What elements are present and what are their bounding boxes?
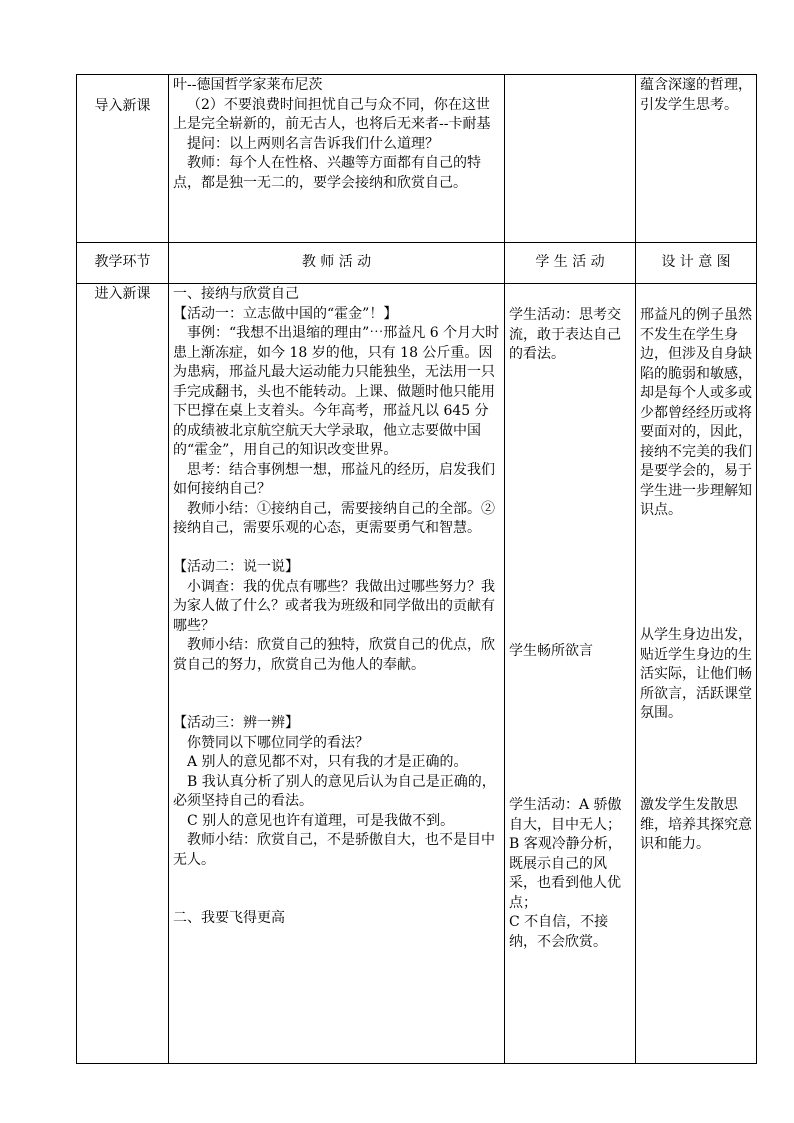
- activity2-line-1: 教师小结：欣赏自己的独特，欣赏自己的优点，欣赏自己的努力，欣赏自己为他人的奉献。: [173, 637, 495, 673]
- header-row: [77, 243, 757, 284]
- spacer: [173, 675, 500, 714]
- main-stage-label: 进入新课: [94, 286, 151, 302]
- intro-design-text: 蕴含深邃的哲理，引发学生思考。: [640, 77, 752, 113]
- section1-title: 一、接纳与欣赏自己: [173, 286, 299, 302]
- activity3-line-4: 教师小结：欣赏自己，不是骄傲自大，也不是目中无人。: [173, 832, 495, 868]
- main-row: [77, 284, 757, 1064]
- activity1-line-0: 事例：“我想不出退缩的理由”⋯邢益凡 6 个月大时患上渐冻症，如今 18 岁的他，只有 18 公斤重。因为患病，邢益凡最大运动能力只能独坐，无法用一只手完成翻书，头也不能转动。上课、做题时他只能用下巴撑在桌上支着头。今年高考，邢益凡以 645 分的成绩被北京航空航天大学录取，他立志要做中国的“霍金”，用自己的知识改变世界。: [173, 325, 500, 458]
- intro-row: [77, 75, 757, 243]
- header-design: 设 计 意 图: [636, 243, 757, 284]
- intro-line-0: 叶--德国哲学家莱布尼茨: [173, 77, 323, 93]
- intro-line-2: 提问：以上两则名言告诉我们什么道理？: [187, 135, 439, 152]
- main-design-cell: [636, 284, 757, 1064]
- activity2-line-0: 小调查：我的优点有哪些？我做出过哪些努力？我为家人做了什么？或者我为班级和同学做出的贡献有哪些？: [173, 578, 495, 634]
- activity3-line-1: A 别人的意见都不对，只有我的才是正确的。: [187, 754, 468, 770]
- activity1-title: 【活动一：立志做中国的“霍金”！】: [173, 305, 398, 322]
- lesson-plan-table: [76, 74, 757, 1064]
- section2-title: 二、我要飞得更高: [173, 910, 285, 926]
- activity1-line-2: 教师小结：①接纳自己，需要接纳自己的全部。②接纳自己，需要乐观的心态，更需要勇气和智慧。: [173, 500, 495, 536]
- activity3-line-2: B 我认真分析了别人的意见后认为自己是正确的，必须坚持自己的看法。: [173, 773, 496, 809]
- activity1-student: 学生活动：思考交流，敢于表达自己的看法。: [509, 307, 621, 362]
- activity3-student-0: 学生活动：A 骄傲自大，目中无人；: [509, 797, 622, 833]
- header-stage: 教学环节: [77, 243, 169, 284]
- spacer: [173, 870, 500, 909]
- intro-design-cell: [636, 75, 757, 243]
- header-teacher: 教 师 活 动: [169, 243, 505, 284]
- main-student-cell: [505, 284, 636, 1064]
- main-teacher-cell: [169, 284, 505, 1064]
- intro-stage-cell: [77, 75, 169, 243]
- activity2-student: 学生畅所欲言: [509, 643, 593, 659]
- intro-stage-label: 导入新课: [94, 98, 151, 114]
- header-student: 学 生 活 动: [505, 243, 636, 284]
- intro-line-3: 教师：每个人在性格、兴趣等方面都有自己的特点，都是独一无二的，要学会接纳和欣赏自己。: [173, 155, 481, 191]
- intro-line-1: （2）不要浪费时间担忧自己与众不同，你在这世上是完全崭新的，前无古人，也将后无来者--卡耐基: [173, 96, 491, 132]
- activity2-design: 从学生身边出发，贴近学生身边的生活实际，让他们畅所欲言，活跃课堂氛围。: [640, 627, 752, 721]
- activity3-design: 激发学生发散思维，培养其探究意识和能力。: [640, 797, 752, 852]
- activity3-line-0: 你赞同以下哪位同学的看法？: [187, 734, 369, 751]
- activity3-student: [509, 796, 631, 952]
- spacer: [173, 539, 500, 559]
- activity1-design: 邢益凡的例子虽然不发生在学生身边，但涉及自身缺陷的脆弱和敏感，却是每个人或多或少都曾经经历或将要面对的，因此，接纳不完美的我们是要学会的，易于学生进一步理解知识点。: [640, 307, 752, 518]
- main-stage-cell: [77, 284, 169, 1064]
- activity2-title: 【活动二：说一说】: [173, 559, 299, 575]
- activity3-student-1: B 客观冷静分析，既展示自己的风采，也看到他人优点；: [509, 836, 622, 911]
- intro-student-cell: [505, 75, 636, 243]
- activity3-title: 【活动三：辨一辨】: [173, 715, 299, 731]
- activity3-line-3: C 别人的意见也许有道理，可是我做不到。: [187, 812, 455, 829]
- intro-teacher-cell: [169, 75, 505, 243]
- activity3-student-2: C 不自信，不接纳，不会欣赏。: [509, 914, 609, 950]
- activity1-line-1: 思考：结合事例想一想，邢益凡的经历，启发我们如何接纳自己？: [173, 461, 495, 497]
